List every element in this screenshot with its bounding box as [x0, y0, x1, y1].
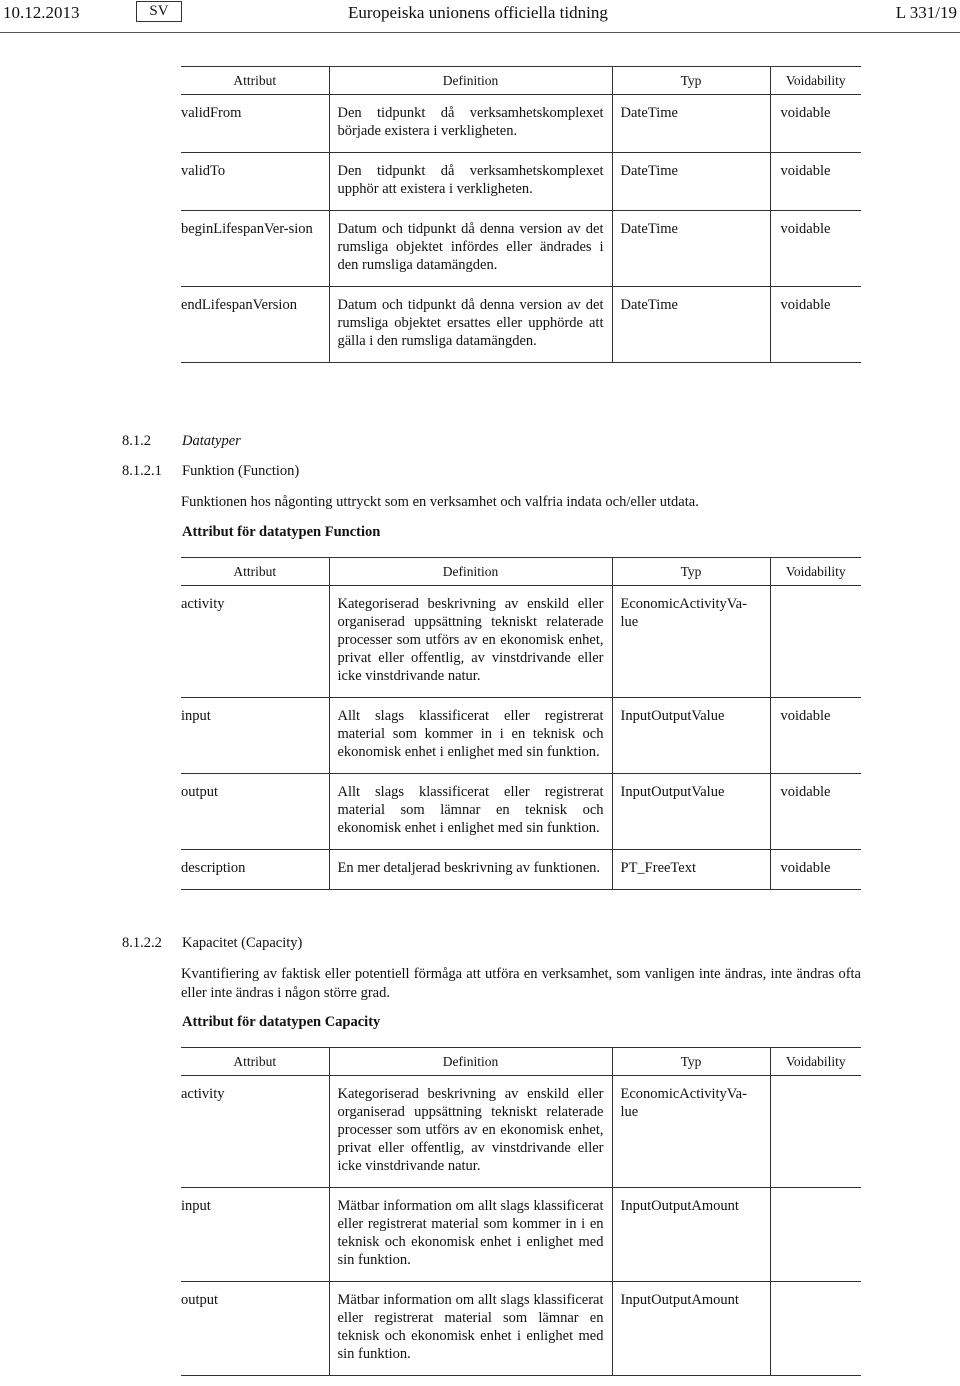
typ-cell: EconomicActivityVa-lue — [612, 1076, 770, 1188]
def-cell: Mätbar information om allt slags klassificerat eller registrerat material som lämnar en teknisk och ekonomisk enhet i enlighet med sin funktion. — [329, 1282, 612, 1376]
table-row — [181, 95, 861, 153]
void-cell — [770, 1282, 861, 1376]
table-row — [181, 774, 861, 850]
def-cell: Kategoriserad beskrivning av enskild eller organiserad uppsättning tekniskt relaterade processer som utförs av en ekonomisk enhet, privat eller offentlig, av vinstdrivande eller icke vinstdrivande natur. — [329, 586, 612, 698]
def-cell: En mer detaljerad beskrivning av funktionen. — [329, 850, 612, 890]
attr-cell: input — [181, 698, 329, 774]
section-description: Kvantifiering av faktisk eller potentiell förmåga att utföra en verksamhet, som vanligen inte ändras, inte ändras ofta eller inte ändras i någon större grad. — [181, 966, 861, 1001]
table-row — [181, 211, 861, 287]
attr-cell: output — [181, 774, 329, 850]
journal-title: Europeiska unionens officiella tidning — [348, 3, 608, 22]
attribute-table-3 — [181, 1047, 861, 1376]
attribute-table-1 — [181, 66, 861, 363]
void-cell: voidable — [770, 698, 861, 774]
attr-cell: output — [181, 1282, 329, 1376]
def-cell: Allt slags klassificerat eller registrerat material som kommer in i en teknisk och ekonomisk enhet i enlighet med sin funktion. — [329, 698, 612, 774]
def-cell: Datum och tidpunkt då denna version av det rumsliga objektet ersattes eller upphörde att gälla i den rumsliga datamängden. — [329, 287, 612, 363]
section-number: 8.1.2.2 — [122, 935, 162, 951]
typ-cell: DateTime — [612, 211, 770, 287]
publication-date: 10.12.2013 — [3, 3, 80, 22]
def-cell: Kategoriserad beskrivning av enskild eller organiserad uppsättning tekniskt relaterade processer som utförs av en ekonomisk enhet, privat eller offentlig, av vinstdrivande eller icke vinstdrivande natur. — [329, 1076, 612, 1188]
attr-cell: validFrom — [181, 95, 329, 153]
void-cell: voidable — [770, 211, 861, 287]
typ-cell: DateTime — [612, 95, 770, 153]
void-cell: voidable — [770, 287, 861, 363]
table-row — [181, 287, 861, 363]
column-header-definition: Definition — [329, 1048, 612, 1076]
typ-cell: InputOutputValue — [612, 698, 770, 774]
column-header-voidability: Voidability — [770, 1048, 861, 1076]
attribute-table-2 — [181, 557, 861, 890]
page-header — [0, 0, 960, 33]
attr-cell: beginLifespanVer-sion — [181, 211, 329, 287]
section-title: Datatyper — [182, 433, 241, 449]
section-title: Kapacitet (Capacity) — [182, 935, 303, 951]
attribute-table-caption: Attribut för datatypen Function — [182, 524, 381, 540]
column-header-voidability: Voidability — [770, 67, 861, 95]
section-number: 8.1.2 — [122, 433, 151, 449]
attr-cell: validTo — [181, 153, 329, 211]
attribute-table-caption: Attribut för datatypen Capacity — [182, 1014, 381, 1030]
table-row — [181, 698, 861, 774]
def-cell: Den tidpunkt då verksamhetskomplexet började existera i verkligheten. — [329, 95, 612, 153]
column-header-definition: Definition — [329, 558, 612, 586]
column-header-definition: Definition — [329, 67, 612, 95]
table-row — [181, 1076, 861, 1188]
void-cell: voidable — [770, 774, 861, 850]
column-header-typ: Typ — [612, 1048, 770, 1076]
table-row — [181, 850, 861, 890]
attr-cell: endLifespanVersion — [181, 287, 329, 363]
typ-cell: DateTime — [612, 287, 770, 363]
attr-cell: input — [181, 1188, 329, 1282]
section-title: Funktion (Function) — [182, 463, 300, 479]
attr-cell: activity — [181, 1076, 329, 1188]
void-cell — [770, 586, 861, 698]
column-header-attribut: Attribut — [181, 558, 329, 586]
column-header-voidability: Voidability — [770, 558, 861, 586]
void-cell — [770, 1188, 861, 1282]
section-description: Funktionen hos någonting uttryckt som en verksamhet och valfria indata och/eller utdata. — [181, 494, 699, 510]
def-cell: Mätbar information om allt slags klassificerat eller registrerat material som kommer in i en teknisk och ekonomisk enhet i enlighet med sin funktion. — [329, 1188, 612, 1282]
column-header-typ: Typ — [612, 67, 770, 95]
table-row — [181, 153, 861, 211]
attr-cell: description — [181, 850, 329, 890]
def-cell: Allt slags klassificerat eller registrerat material som lämnar en teknisk och ekonomisk enhet i enlighet med sin funktion. — [329, 774, 612, 850]
typ-cell: EconomicActivityVa-lue — [612, 586, 770, 698]
language-badge: SV — [136, 1, 182, 22]
attr-cell: activity — [181, 586, 329, 698]
void-cell: voidable — [770, 95, 861, 153]
def-cell: Datum och tidpunkt då denna version av det rumsliga objektet infördes eller ändrades i den rumsliga datamängden. — [329, 211, 612, 287]
table-row — [181, 1188, 861, 1282]
void-cell: voidable — [770, 153, 861, 211]
typ-cell: InputOutputAmount — [612, 1188, 770, 1282]
table-row — [181, 586, 861, 698]
typ-cell: InputOutputValue — [612, 774, 770, 850]
section-number: 8.1.2.1 — [122, 463, 162, 479]
table-row — [181, 1282, 861, 1376]
void-cell — [770, 1076, 861, 1188]
typ-cell: PT_FreeText — [612, 850, 770, 890]
column-header-attribut: Attribut — [181, 67, 329, 95]
page-number: L 331/19 — [895, 3, 957, 22]
column-header-attribut: Attribut — [181, 1048, 329, 1076]
typ-cell: DateTime — [612, 153, 770, 211]
column-header-typ: Typ — [612, 558, 770, 586]
typ-cell: InputOutputAmount — [612, 1282, 770, 1376]
void-cell: voidable — [770, 850, 861, 890]
def-cell: Den tidpunkt då verksamhetskomplexet upphör att existera i verkligheten. — [329, 153, 612, 211]
